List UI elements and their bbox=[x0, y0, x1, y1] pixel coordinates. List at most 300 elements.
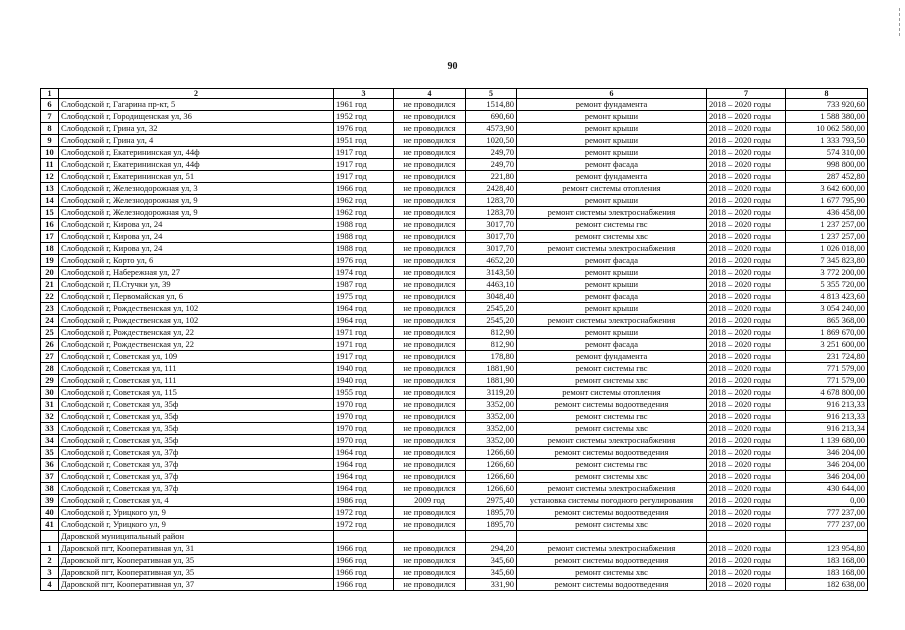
cost-cell: 183 168,00 bbox=[786, 567, 868, 579]
empty-cell bbox=[517, 531, 707, 543]
address-cell: Слободской г, Советская ул, 35ф bbox=[59, 435, 334, 447]
table-row bbox=[41, 183, 868, 195]
work-type-cell: ремонт крыши bbox=[517, 111, 707, 123]
period-cell: 2018 – 2020 годы bbox=[707, 255, 786, 267]
work-type-cell: ремонт системы электроснабжения bbox=[517, 243, 707, 255]
cost-cell: 287 452,80 bbox=[786, 171, 868, 183]
build-year-cell: 1964 год bbox=[334, 471, 394, 483]
last-repair-cell: не проводился bbox=[394, 411, 466, 423]
cost-cell: 865 368,00 bbox=[786, 315, 868, 327]
address-cell: Даровской пгт, Кооперативная ул, 37 bbox=[59, 579, 334, 591]
empty-cell bbox=[466, 531, 517, 543]
build-year-cell: 1961 год bbox=[334, 99, 394, 111]
row-number-cell: 23 bbox=[41, 303, 59, 315]
row-number-cell: 9 bbox=[41, 135, 59, 147]
build-year-cell: 1962 год bbox=[334, 195, 394, 207]
section-heading: Даровской муниципальный район bbox=[59, 531, 334, 543]
period-cell: 2018 – 2020 годы bbox=[707, 147, 786, 159]
table-row bbox=[41, 495, 868, 507]
period-cell: 2018 – 2020 годы bbox=[707, 279, 786, 291]
build-year-cell: 1940 год bbox=[334, 375, 394, 387]
address-cell: Слободской г, Советская ул, 37ф bbox=[59, 447, 334, 459]
period-cell: 2018 – 2020 годы bbox=[707, 207, 786, 219]
period-cell: 2018 – 2020 годы bbox=[707, 495, 786, 507]
last-repair-cell: не проводился bbox=[394, 435, 466, 447]
period-cell: 2018 – 2020 годы bbox=[707, 363, 786, 375]
period-cell: 2018 – 2020 годы bbox=[707, 315, 786, 327]
area-cell: 345,60 bbox=[466, 555, 517, 567]
work-type-cell: ремонт фасада bbox=[517, 159, 707, 171]
cost-cell: 3 054 240,00 bbox=[786, 303, 868, 315]
row-number-cell: 33 bbox=[41, 423, 59, 435]
last-repair-cell: 2009 год bbox=[394, 495, 466, 507]
row-number-cell: 12 bbox=[41, 171, 59, 183]
build-year-cell: 1988 год bbox=[334, 243, 394, 255]
cost-cell: 7 345 823,80 bbox=[786, 255, 868, 267]
cost-cell: 436 458,00 bbox=[786, 207, 868, 219]
build-year-cell: 1917 год bbox=[334, 159, 394, 171]
address-cell: Слободской г, Городищенская ул, 36 bbox=[59, 111, 334, 123]
table-row bbox=[41, 99, 868, 111]
row-number-cell: 38 bbox=[41, 483, 59, 495]
table-row bbox=[41, 411, 868, 423]
last-repair-cell: не проводился bbox=[394, 291, 466, 303]
last-repair-cell: не проводился bbox=[394, 171, 466, 183]
column-number-header: 3 bbox=[334, 89, 394, 99]
cost-cell: 771 579,00 bbox=[786, 363, 868, 375]
table-row bbox=[41, 447, 868, 459]
work-type-cell: ремонт системы гвс bbox=[517, 219, 707, 231]
table-row bbox=[41, 519, 868, 531]
build-year-cell: 1964 год bbox=[334, 459, 394, 471]
area-cell: 345,60 bbox=[466, 567, 517, 579]
table-row bbox=[41, 291, 868, 303]
build-year-cell: 1970 год bbox=[334, 411, 394, 423]
work-type-cell: ремонт крыши bbox=[517, 327, 707, 339]
last-repair-cell: не проводился bbox=[394, 207, 466, 219]
empty-cell bbox=[786, 531, 868, 543]
row-number-cell: 20 bbox=[41, 267, 59, 279]
row-number-cell: 34 bbox=[41, 435, 59, 447]
work-type-cell: ремонт системы отопления bbox=[517, 387, 707, 399]
build-year-cell: 1971 год bbox=[334, 339, 394, 351]
address-cell: Слободской г, Советская ул, 35ф bbox=[59, 399, 334, 411]
work-type-cell: ремонт системы водоотведения bbox=[517, 447, 707, 459]
cost-cell: 0,00 bbox=[786, 495, 868, 507]
cost-cell: 183 168,00 bbox=[786, 555, 868, 567]
cost-cell: 998 800,00 bbox=[786, 159, 868, 171]
table-row bbox=[41, 207, 868, 219]
table-body bbox=[41, 89, 868, 591]
row-number-cell: 24 bbox=[41, 315, 59, 327]
area-cell: 2975,40 bbox=[466, 495, 517, 507]
build-year-cell: 1970 год bbox=[334, 399, 394, 411]
area-cell: 3017,70 bbox=[466, 243, 517, 255]
table-row bbox=[41, 327, 868, 339]
build-year-cell: 1917 год bbox=[334, 351, 394, 363]
last-repair-cell: не проводился bbox=[394, 231, 466, 243]
period-cell: 2018 – 2020 годы bbox=[707, 519, 786, 531]
address-cell: Слободской г, Рождественская ул, 102 bbox=[59, 303, 334, 315]
work-type-cell: ремонт системы хвс bbox=[517, 519, 707, 531]
row-number-cell: 37 bbox=[41, 471, 59, 483]
build-year-cell: 1964 год bbox=[334, 303, 394, 315]
period-cell: 2018 – 2020 годы bbox=[707, 291, 786, 303]
address-cell: Слободской г, Советская ул, 35ф bbox=[59, 423, 334, 435]
build-year-cell: 1986 год bbox=[334, 495, 394, 507]
table-row bbox=[41, 459, 868, 471]
cost-cell: 1 237 257,00 bbox=[786, 219, 868, 231]
build-year-cell: 1976 год bbox=[334, 255, 394, 267]
row-number-cell: 8 bbox=[41, 123, 59, 135]
work-type-cell: ремонт крыши bbox=[517, 267, 707, 279]
build-year-cell: 1951 год bbox=[334, 135, 394, 147]
cost-cell: 574 310,00 bbox=[786, 147, 868, 159]
last-repair-cell: не проводился bbox=[394, 123, 466, 135]
area-cell: 4652,20 bbox=[466, 255, 517, 267]
last-repair-cell: не проводился bbox=[394, 195, 466, 207]
table-row bbox=[41, 555, 868, 567]
table-row bbox=[41, 243, 868, 255]
work-type-cell: ремонт крыши bbox=[517, 123, 707, 135]
address-cell: Слободской г, Грина ул, 4 bbox=[59, 135, 334, 147]
area-cell: 3352,00 bbox=[466, 435, 517, 447]
work-type-cell: ремонт крыши bbox=[517, 195, 707, 207]
area-cell: 2428,40 bbox=[466, 183, 517, 195]
address-cell: Слободской г, Железнодорожная ул, 9 bbox=[59, 207, 334, 219]
address-cell: Слободской г, Советская ул, 109 bbox=[59, 351, 334, 363]
cost-cell: 777 237,00 bbox=[786, 507, 868, 519]
cost-cell: 916 213,33 bbox=[786, 399, 868, 411]
work-type-cell: ремонт фасада bbox=[517, 339, 707, 351]
last-repair-cell: не проводился bbox=[394, 567, 466, 579]
last-repair-cell: не проводился bbox=[394, 303, 466, 315]
row-number-cell: 36 bbox=[41, 459, 59, 471]
area-cell: 3352,00 bbox=[466, 411, 517, 423]
address-cell: Слободской г, Советская ул, 4 bbox=[59, 495, 334, 507]
row-number-cell: 18 bbox=[41, 243, 59, 255]
address-cell: Слободской г, Рождественская ул, 22 bbox=[59, 339, 334, 351]
address-cell: Слободской г, Советская ул, 115 bbox=[59, 387, 334, 399]
build-year-cell: 1917 год bbox=[334, 147, 394, 159]
cost-cell: 5 355 720,00 bbox=[786, 279, 868, 291]
row-number-cell: 41 bbox=[41, 519, 59, 531]
period-cell: 2018 – 2020 годы bbox=[707, 375, 786, 387]
period-cell: 2018 – 2020 годы bbox=[707, 183, 786, 195]
last-repair-cell: не проводился bbox=[394, 459, 466, 471]
table-row bbox=[41, 315, 868, 327]
period-cell: 2018 – 2020 годы bbox=[707, 435, 786, 447]
cost-cell: 733 920,60 bbox=[786, 99, 868, 111]
build-year-cell: 1962 год bbox=[334, 207, 394, 219]
table-row bbox=[41, 339, 868, 351]
area-cell: 1266,60 bbox=[466, 471, 517, 483]
row-number-cell: 2 bbox=[41, 555, 59, 567]
last-repair-cell: не проводился bbox=[394, 327, 466, 339]
row-number-cell: 28 bbox=[41, 363, 59, 375]
last-repair-cell: не проводился bbox=[394, 471, 466, 483]
cost-cell: 3 251 600,00 bbox=[786, 339, 868, 351]
empty-cell bbox=[707, 531, 786, 543]
last-repair-cell: не проводился bbox=[394, 99, 466, 111]
cost-cell: 3 772 200,00 bbox=[786, 267, 868, 279]
area-cell: 1283,70 bbox=[466, 207, 517, 219]
area-cell: 221,80 bbox=[466, 171, 517, 183]
cost-cell: 1 333 793,50 bbox=[786, 135, 868, 147]
area-cell: 3352,00 bbox=[466, 423, 517, 435]
cost-cell: 4 678 800,00 bbox=[786, 387, 868, 399]
row-number-cell: 32 bbox=[41, 411, 59, 423]
area-cell: 1283,70 bbox=[466, 195, 517, 207]
address-cell: Слободской г, Кирова ул, 24 bbox=[59, 243, 334, 255]
build-year-cell: 1970 год bbox=[334, 423, 394, 435]
address-cell: Слободской г, Екатерининская ул, 44ф bbox=[59, 159, 334, 171]
last-repair-cell: не проводился bbox=[394, 543, 466, 555]
last-repair-cell: не проводился bbox=[394, 267, 466, 279]
work-type-cell: ремонт системы хвс bbox=[517, 375, 707, 387]
period-cell: 2018 – 2020 годы bbox=[707, 99, 786, 111]
cost-cell: 4 813 423,60 bbox=[786, 291, 868, 303]
cost-cell: 916 213,33 bbox=[786, 411, 868, 423]
row-number-cell: 31 bbox=[41, 399, 59, 411]
period-cell: 2018 – 2020 годы bbox=[707, 411, 786, 423]
area-cell: 812,90 bbox=[466, 327, 517, 339]
period-cell: 2018 – 2020 годы bbox=[707, 171, 786, 183]
table-row bbox=[41, 267, 868, 279]
cost-cell: 1 677 795,90 bbox=[786, 195, 868, 207]
build-year-cell: 1966 год bbox=[334, 567, 394, 579]
build-year-cell: 1970 год bbox=[334, 435, 394, 447]
table-row bbox=[41, 471, 868, 483]
work-type-cell: ремонт системы электроснабжения bbox=[517, 207, 707, 219]
row-number-cell: 35 bbox=[41, 447, 59, 459]
cost-cell: 1 588 380,00 bbox=[786, 111, 868, 123]
work-type-cell: ремонт крыши bbox=[517, 303, 707, 315]
last-repair-cell: не проводился bbox=[394, 159, 466, 171]
period-cell: 2018 – 2020 годы bbox=[707, 399, 786, 411]
cost-cell: 3 642 600,00 bbox=[786, 183, 868, 195]
table-row bbox=[41, 579, 868, 591]
row-number-cell: 21 bbox=[41, 279, 59, 291]
work-type-cell: ремонт фасада bbox=[517, 255, 707, 267]
address-cell: Слободской г, Урицкого ул, 9 bbox=[59, 507, 334, 519]
area-cell: 1881,90 bbox=[466, 363, 517, 375]
row-number-cell: 3 bbox=[41, 567, 59, 579]
work-type-cell: ремонт системы водоотведения bbox=[517, 555, 707, 567]
column-number-header: 2 bbox=[59, 89, 334, 99]
work-type-cell: ремонт системы гвс bbox=[517, 363, 707, 375]
build-year-cell: 1940 год bbox=[334, 363, 394, 375]
period-cell: 2018 – 2020 годы bbox=[707, 195, 786, 207]
period-cell: 2018 – 2020 годы bbox=[707, 135, 786, 147]
area-cell: 812,90 bbox=[466, 339, 517, 351]
address-cell: Слободской г, П.Стучки ул, 39 bbox=[59, 279, 334, 291]
area-cell: 1881,90 bbox=[466, 375, 517, 387]
table-row bbox=[41, 543, 868, 555]
period-cell: 2018 – 2020 годы bbox=[707, 159, 786, 171]
area-cell: 4463,10 bbox=[466, 279, 517, 291]
address-cell: Слободской г, Советская ул, 37ф bbox=[59, 483, 334, 495]
address-cell: Слободской г, Грина ул, 32 bbox=[59, 123, 334, 135]
area-cell: 3352,00 bbox=[466, 399, 517, 411]
work-type-cell: ремонт системы электроснабжения bbox=[517, 435, 707, 447]
cost-cell: 346 204,00 bbox=[786, 471, 868, 483]
build-year-cell: 1966 год bbox=[334, 543, 394, 555]
build-year-cell: 1987 год bbox=[334, 279, 394, 291]
work-type-cell: ремонт системы электроснабжения bbox=[517, 483, 707, 495]
cost-cell: 1 237 257,00 bbox=[786, 231, 868, 243]
empty-cell bbox=[41, 531, 59, 543]
cost-cell: 123 954,80 bbox=[786, 543, 868, 555]
period-cell: 2018 – 2020 годы bbox=[707, 423, 786, 435]
last-repair-cell: не проводился bbox=[394, 423, 466, 435]
cost-cell: 771 579,00 bbox=[786, 375, 868, 387]
work-type-cell: ремонт системы хвс bbox=[517, 231, 707, 243]
page-edge-mark bbox=[899, 8, 901, 36]
address-cell: Слободской г, Набережная ул, 27 bbox=[59, 267, 334, 279]
build-year-cell: 1971 год bbox=[334, 327, 394, 339]
period-cell: 2018 – 2020 годы bbox=[707, 483, 786, 495]
address-cell: Слободской г, Железнодорожная ул, 9 bbox=[59, 195, 334, 207]
row-number-cell: 40 bbox=[41, 507, 59, 519]
repair-program-table bbox=[40, 88, 868, 591]
last-repair-cell: не проводился bbox=[394, 147, 466, 159]
address-cell: Слободской г, Советская ул, 37ф bbox=[59, 459, 334, 471]
period-cell: 2018 – 2020 годы bbox=[707, 327, 786, 339]
row-number-cell: 17 bbox=[41, 231, 59, 243]
address-cell: Слободской г, Советская ул, 35ф bbox=[59, 411, 334, 423]
cost-cell: 1 026 018,00 bbox=[786, 243, 868, 255]
work-type-cell: ремонт крыши bbox=[517, 147, 707, 159]
table-row bbox=[41, 195, 868, 207]
area-cell: 1266,60 bbox=[466, 447, 517, 459]
row-number-cell: 22 bbox=[41, 291, 59, 303]
area-cell: 1895,70 bbox=[466, 507, 517, 519]
area-cell: 4573,90 bbox=[466, 123, 517, 135]
last-repair-cell: не проводился bbox=[394, 387, 466, 399]
row-number-cell: 6 bbox=[41, 99, 59, 111]
work-type-cell: ремонт крыши bbox=[517, 135, 707, 147]
table-row bbox=[41, 387, 868, 399]
table-row bbox=[41, 435, 868, 447]
period-cell: 2018 – 2020 годы bbox=[707, 555, 786, 567]
address-cell: Слободской г, Урицкого ул, 9 bbox=[59, 519, 334, 531]
last-repair-cell: не проводился bbox=[394, 279, 466, 291]
build-year-cell: 1972 год bbox=[334, 507, 394, 519]
address-cell: Даровской пгт, Кооперативная ул, 35 bbox=[59, 567, 334, 579]
work-type-cell: ремонт системы хвс bbox=[517, 567, 707, 579]
row-number-cell: 13 bbox=[41, 183, 59, 195]
last-repair-cell: не проводился bbox=[394, 255, 466, 267]
period-cell: 2018 – 2020 годы bbox=[707, 447, 786, 459]
build-year-cell: 1988 год bbox=[334, 231, 394, 243]
column-number-header: 6 bbox=[517, 89, 707, 99]
area-cell: 690,60 bbox=[466, 111, 517, 123]
table-row bbox=[41, 123, 868, 135]
table-row bbox=[41, 255, 868, 267]
build-year-cell: 1988 год bbox=[334, 219, 394, 231]
row-number-cell: 29 bbox=[41, 375, 59, 387]
area-cell: 2545,20 bbox=[466, 315, 517, 327]
cost-cell: 1 869 670,00 bbox=[786, 327, 868, 339]
cost-cell: 346 204,00 bbox=[786, 447, 868, 459]
address-cell: Слободской г, Рождественская ул, 102 bbox=[59, 315, 334, 327]
section-heading-row bbox=[41, 531, 868, 543]
cost-cell: 777 237,00 bbox=[786, 519, 868, 531]
work-type-cell: ремонт системы электроснабжения bbox=[517, 543, 707, 555]
period-cell: 2018 – 2020 годы bbox=[707, 459, 786, 471]
last-repair-cell: не проводился bbox=[394, 519, 466, 531]
row-number-cell: 4 bbox=[41, 579, 59, 591]
table-row bbox=[41, 159, 868, 171]
cost-cell: 916 213,34 bbox=[786, 423, 868, 435]
cost-cell: 1 139 680,00 bbox=[786, 435, 868, 447]
area-cell: 1895,70 bbox=[466, 519, 517, 531]
table-row bbox=[41, 363, 868, 375]
build-year-cell: 1976 год bbox=[334, 123, 394, 135]
table-row bbox=[41, 231, 868, 243]
last-repair-cell: не проводился bbox=[394, 483, 466, 495]
period-cell: 2018 – 2020 годы bbox=[707, 351, 786, 363]
work-type-cell: ремонт системы водоотведения bbox=[517, 507, 707, 519]
cost-cell: 182 638,00 bbox=[786, 579, 868, 591]
row-number-cell: 16 bbox=[41, 219, 59, 231]
area-cell: 3048,40 bbox=[466, 291, 517, 303]
page-number: 90 bbox=[447, 61, 458, 72]
build-year-cell: 1964 год bbox=[334, 447, 394, 459]
empty-cell bbox=[394, 531, 466, 543]
table-row bbox=[41, 351, 868, 363]
address-cell: Слободской г, Советская ул, 111 bbox=[59, 363, 334, 375]
last-repair-cell: не проводился bbox=[394, 399, 466, 411]
area-cell: 3017,70 bbox=[466, 219, 517, 231]
build-year-cell: 1964 год bbox=[334, 315, 394, 327]
address-cell: Слободской г, Гагарина пр-кт, 5 bbox=[59, 99, 334, 111]
last-repair-cell: не проводился bbox=[394, 375, 466, 387]
cost-cell: 430 644,00 bbox=[786, 483, 868, 495]
build-year-cell: 1917 год bbox=[334, 171, 394, 183]
table-row bbox=[41, 483, 868, 495]
last-repair-cell: не проводился bbox=[394, 507, 466, 519]
column-number-header: 1 bbox=[41, 89, 59, 99]
empty-cell bbox=[334, 531, 394, 543]
last-repair-cell: не проводился bbox=[394, 111, 466, 123]
area-cell: 1514,80 bbox=[466, 99, 517, 111]
period-cell: 2018 – 2020 годы bbox=[707, 111, 786, 123]
row-number-cell: 19 bbox=[41, 255, 59, 267]
work-type-cell: ремонт фундамента bbox=[517, 171, 707, 183]
table-row bbox=[41, 399, 868, 411]
column-number-header: 5 bbox=[466, 89, 517, 99]
last-repair-cell: не проводился bbox=[394, 363, 466, 375]
work-type-cell: ремонт системы хвс bbox=[517, 423, 707, 435]
table-row bbox=[41, 423, 868, 435]
column-number-header: 7 bbox=[707, 89, 786, 99]
work-type-cell: ремонт системы отопления bbox=[517, 183, 707, 195]
last-repair-cell: не проводился bbox=[394, 579, 466, 591]
address-cell: Даровской пгт, Кооперативная ул, 35 bbox=[59, 555, 334, 567]
area-cell: 249,70 bbox=[466, 147, 517, 159]
period-cell: 2018 – 2020 годы bbox=[707, 231, 786, 243]
table-row bbox=[41, 147, 868, 159]
address-cell: Слободской г, Железнодорожная ул, 3 bbox=[59, 183, 334, 195]
period-cell: 2018 – 2020 годы bbox=[707, 387, 786, 399]
area-cell: 1266,60 bbox=[466, 459, 517, 471]
work-type-cell: ремонт фасада bbox=[517, 291, 707, 303]
period-cell: 2018 – 2020 годы bbox=[707, 507, 786, 519]
column-number-header: 8 bbox=[786, 89, 868, 99]
period-cell: 2018 – 2020 годы bbox=[707, 339, 786, 351]
